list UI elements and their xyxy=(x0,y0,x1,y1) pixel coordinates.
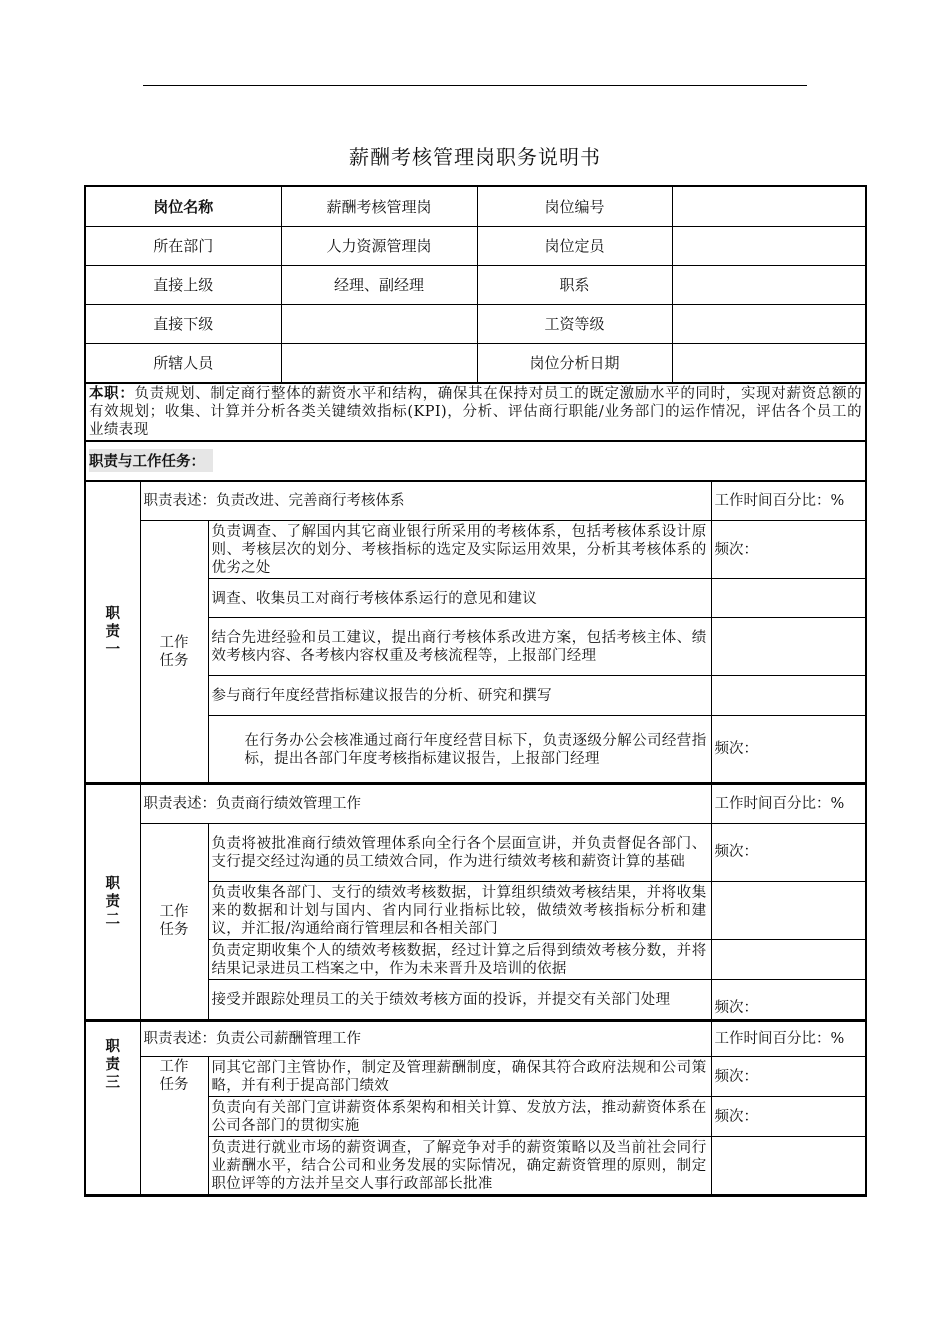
duty-table-3 xyxy=(86,1020,865,1196)
task-label: 工作 任务 xyxy=(140,1057,208,1195)
task-frequency: 频次： xyxy=(711,521,865,579)
task-frequency: 频次： xyxy=(711,1097,865,1137)
info-value xyxy=(281,343,477,382)
info-value xyxy=(672,187,865,226)
task-text: 调查、收集员工对商行考核体系运行的意见和建议 xyxy=(208,579,711,618)
duty-description: 职责表述：负责改进、完善商行考核体系 xyxy=(140,481,711,521)
task-text: 负责进行就业市场的薪资调查，了解竞争对手的薪资策略以及当前社会同行业薪酬水平，结合公司和业务发展的实际情况，确定薪资管理的原则，制定职位评等的方法并呈交人事行政部部长批准 xyxy=(208,1137,711,1195)
job-summary-text: 负责规划、制定商行整体的薪资水平和结构，确保其在保持对员工的既定激励水平的同时，实现对薪资总额的有效规划；收集、计算并分析各类关键绩效指标(KPI)，分析、评估商行职能/业务部门的运作情况，评估各个员工的业绩表现 xyxy=(89,385,863,438)
task-frequency xyxy=(711,579,865,618)
task-text: 参与商行年度经营指标建议报告的分析、研究和撰写 xyxy=(208,676,711,716)
task-frequency xyxy=(711,618,865,676)
info-label: 所在部门 xyxy=(86,226,281,265)
duty-desc-row xyxy=(86,481,865,521)
info-value xyxy=(672,304,865,343)
task-label: 工作 任务 xyxy=(140,823,208,1019)
info-row xyxy=(86,343,865,382)
info-label: 所辖人员 xyxy=(86,343,281,382)
info-value: 人力资源管理岗 xyxy=(281,226,477,265)
info-value xyxy=(672,343,865,382)
duty-name: 职 责 三 xyxy=(86,1021,140,1195)
duty-desc-row xyxy=(86,1021,865,1057)
task-frequency: 频次： xyxy=(711,716,865,783)
info-row xyxy=(86,187,865,226)
job-description-sheet xyxy=(84,185,867,1197)
info-label: 直接下级 xyxy=(86,304,281,343)
task-text: 同其它部门主管协作，制定及管理薪酬制度，确保其符合政府法规和公司策略，并有利于提高部门绩效 xyxy=(208,1057,711,1097)
task-frequency xyxy=(711,939,865,979)
duty-description: 职责表述：负责公司薪酬管理工作 xyxy=(140,1021,711,1057)
info-label: 直接上级 xyxy=(86,265,281,304)
task-text: 负责收集各部门、支行的绩效考核数据，计算组织绩效考核结果，并将收集来的数据和计划与国内、省内同行业指标比较，做绩效考核指标分析和建议，并汇报/沟通给商行管理层和各相关部门 xyxy=(208,881,711,939)
task-label: 工作 任务 xyxy=(140,521,208,783)
job-summary xyxy=(86,383,865,440)
task-frequency: 频次： xyxy=(711,979,865,1019)
task-frequency xyxy=(711,676,865,716)
info-value: 经理、副经理 xyxy=(281,265,477,304)
task-frequency: 频次： xyxy=(711,823,865,881)
info-value: 薪酬考核管理岗 xyxy=(281,187,477,226)
task-frequency: 频次： xyxy=(711,1057,865,1097)
task-row xyxy=(86,1057,865,1097)
work-time-percent: 工作时间百分比：% xyxy=(711,1021,865,1057)
info-label: 岗位定员 xyxy=(477,226,672,265)
info-value xyxy=(281,304,477,343)
duty-table-1 xyxy=(86,480,865,784)
info-label: 岗位分析日期 xyxy=(477,343,672,382)
info-value xyxy=(672,226,865,265)
task-text: 在行务办公会核准通过商行年度经营目标下，负责逐级分解公司经营指标，提出各部门年度考核指标建议报告，上报部门经理 xyxy=(208,716,711,783)
info-label: 工资等级 xyxy=(477,304,672,343)
duty-name: 职 责 一 xyxy=(86,481,140,783)
info-value xyxy=(672,265,865,304)
task-text: 负责将被批准商行绩效管理体系向全行各个层面宣讲，并负责督促各部门、支行提交经过沟通的员工绩效合同，作为进行绩效考核和薪资计算的基础 xyxy=(208,823,711,881)
section-header xyxy=(86,440,865,480)
section-title: 职责与工作任务： xyxy=(89,449,213,472)
task-text: 接受并跟踪处理员工的关于绩效考核方面的投诉，并提交有关部门处理 xyxy=(208,979,711,1019)
duty-description: 职责表述：负责商行绩效管理工作 xyxy=(140,784,711,823)
task-text: 负责向有关部门宣讲薪资体系架构和相关计算、发放方法，推动薪资体系在公司各部门的贯彻实施 xyxy=(208,1097,711,1137)
info-row xyxy=(86,304,865,343)
info-label: 岗位编号 xyxy=(477,187,672,226)
duty-table-2 xyxy=(86,783,865,1020)
duty-name: 职 责 二 xyxy=(86,784,140,1019)
info-label: 岗位名称 xyxy=(86,187,281,226)
task-row xyxy=(86,823,865,881)
duty-desc-row xyxy=(86,784,865,823)
task-text: 结合先进经验和员工建议，提出商行考核体系改进方案，包括考核主体、绩效考核内容、各考核内容权重及考核流程等，上报部门经理 xyxy=(208,618,711,676)
task-frequency xyxy=(711,881,865,939)
header-rule xyxy=(143,85,807,86)
work-time-percent: 工作时间百分比：% xyxy=(711,784,865,823)
document-title: 薪酬考核管理岗职务说明书 xyxy=(349,145,601,169)
basic-info-table xyxy=(86,187,865,383)
task-text: 负责调查、了解国内其它商业银行所采用的考核体系，包括考核体系设计原则、考核层次的划分、考核指标的选定及实际运用效果，分析其考核体系的优劣之处 xyxy=(208,521,711,579)
job-summary-label: 本职： xyxy=(89,385,135,402)
task-frequency xyxy=(711,1137,865,1195)
info-label: 职系 xyxy=(477,265,672,304)
info-row xyxy=(86,265,865,304)
info-row xyxy=(86,226,865,265)
task-row xyxy=(86,521,865,579)
work-time-percent: 工作时间百分比：% xyxy=(711,481,865,521)
task-text: 负责定期收集个人的绩效考核数据，经过计算之后得到绩效考核分数，并将结果记录进员工档案之中，作为未来晋升及培训的依据 xyxy=(208,939,711,979)
